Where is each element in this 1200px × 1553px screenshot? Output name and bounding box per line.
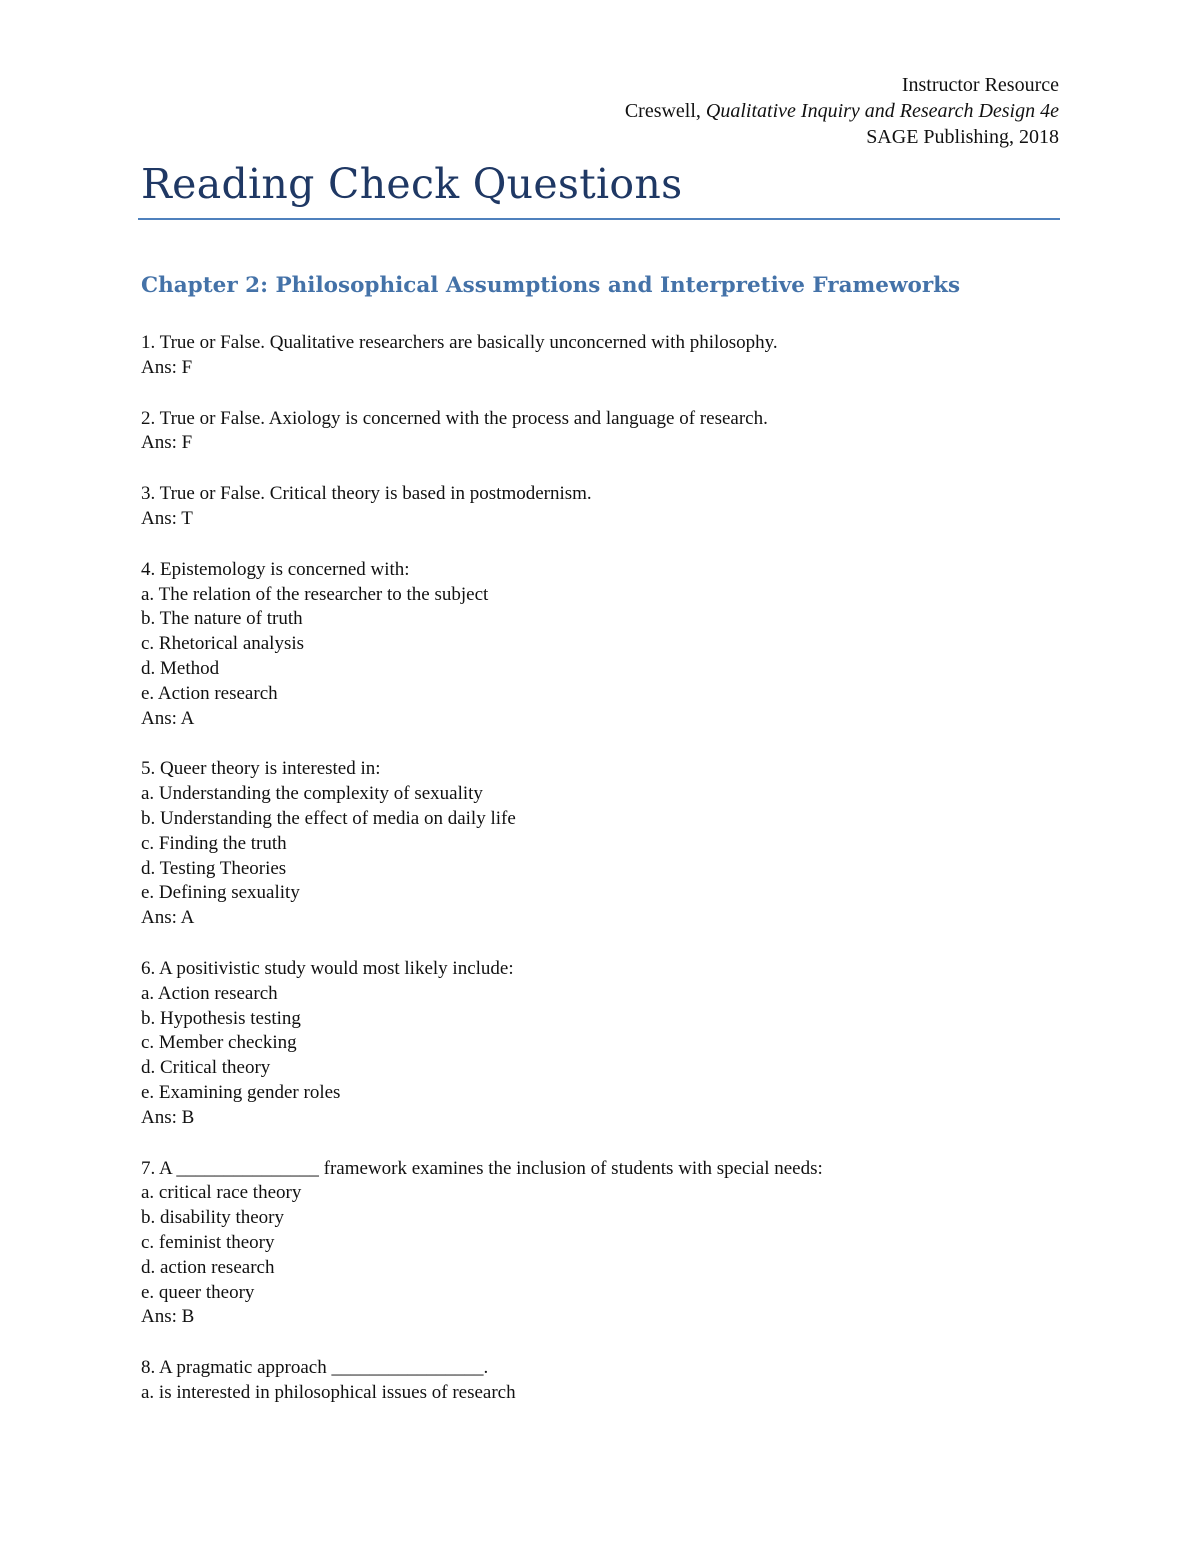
answer-option: c. feminist theory <box>141 1231 275 1253</box>
header-resource-label: Instructor Resource <box>901 74 1059 96</box>
question-text: 4. Epistemology is concerned with: <box>141 558 410 580</box>
question-7 <box>141 1157 1061 1331</box>
question-text: 7. A _______________ framework examines the inclusion of students with special needs: <box>141 1157 823 1179</box>
answer-option: b. Understanding the effect of media on daily life <box>141 807 516 829</box>
question-6 <box>141 957 1061 1131</box>
question-text: 2. True or False. Axiology is concerned with the process and language of research. <box>141 407 768 429</box>
question-text: 5. Queer theory is interested in: <box>141 758 381 780</box>
answer-option: a. is interested in philosophical issues of research <box>141 1381 516 1403</box>
chapter-heading: Chapter 2: Philosophical Assumptions and Interpretive Frameworks <box>141 273 961 298</box>
answer-option: e. Examining gender roles <box>141 1081 341 1103</box>
header-book-title: Qualitative Inquiry and Research Design 4e <box>705 100 1059 122</box>
question-list <box>141 331 1061 1432</box>
document-header <box>625 72 1059 150</box>
question-answer: Ans: B <box>141 1106 195 1128</box>
title-underline-divider <box>138 218 1060 220</box>
answer-option: d. Critical theory <box>141 1057 271 1079</box>
question-answer: Ans: T <box>141 507 193 529</box>
header-author: Creswell, <box>624 100 706 122</box>
page-title: Reading Check Questions <box>141 160 683 208</box>
question-3 <box>141 482 1061 532</box>
answer-option: c. Rhetorical analysis <box>141 633 305 655</box>
header-book-citation <box>625 98 1059 124</box>
question-5 <box>141 757 1061 931</box>
answer-option: b. Hypothesis testing <box>141 1007 301 1029</box>
answer-option: a. Understanding the complexity of sexuality <box>141 783 483 805</box>
question-text: 8. A pragmatic approach ________________. <box>141 1357 489 1379</box>
question-answer: Ans: F <box>141 432 193 454</box>
header-publisher: SAGE Publishing, 2018 <box>866 126 1059 148</box>
question-4 <box>141 558 1061 732</box>
question-2 <box>141 407 1061 457</box>
question-text: 3. True or False. Critical theory is based in postmodernism. <box>141 483 592 505</box>
answer-option: a. Action research <box>141 982 278 1004</box>
answer-option: c. Finding the truth <box>141 832 287 854</box>
answer-option: d. Testing Theories <box>141 857 287 879</box>
question-text: 1. True or False. Qualitative researchers are basically unconcerned with philosophy. <box>141 332 778 353</box>
question-answer: Ans: A <box>141 907 195 929</box>
question-8 <box>141 1356 1061 1406</box>
question-text: 6. A positivistic study would most likely include: <box>141 957 514 979</box>
question-1 <box>141 331 1061 381</box>
answer-option: e. Action research <box>141 682 278 704</box>
question-answer: Ans: A <box>141 707 195 729</box>
answer-option: b. disability theory <box>141 1207 285 1229</box>
answer-option: e. queer theory <box>141 1281 255 1303</box>
answer-option: d. Method <box>141 657 220 679</box>
answer-option: a. The relation of the researcher to the subject <box>141 583 489 605</box>
question-answer: Ans: F <box>141 356 193 378</box>
answer-option: c. Member checking <box>141 1032 297 1054</box>
answer-option: a. critical race theory <box>141 1182 302 1204</box>
answer-option: e. Defining sexuality <box>141 882 300 904</box>
question-answer: Ans: B <box>141 1306 195 1328</box>
answer-option: d. action research <box>141 1256 275 1278</box>
answer-option: b. The nature of truth <box>141 608 303 630</box>
